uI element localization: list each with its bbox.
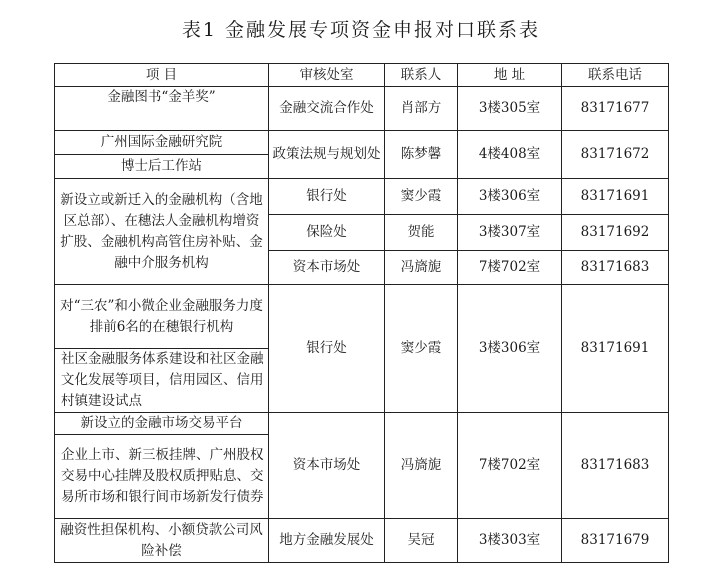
contact-cell: 吴冠 xyxy=(385,519,458,563)
header-address: 地 址 xyxy=(458,64,562,87)
dept-cell: 银行处 xyxy=(269,285,385,413)
phone-cell: 83171677 xyxy=(562,87,669,131)
contact-cell: 冯旖旎 xyxy=(385,251,458,285)
project-cell: 新设立或新迁入的金融机构（含地区总部）、在穗法人金融机构增资扩股、金融机构高管住房补贴、金融中介服务机构 xyxy=(55,179,269,285)
header-project: 项 目 xyxy=(55,64,269,87)
address-cell: 7楼702室 xyxy=(458,413,562,519)
project-cell: 对“三农”和小微企业金融服务力度排前6名的在穗银行机构 xyxy=(55,285,269,349)
phone-cell: 83171691 xyxy=(562,179,669,215)
project-cell: 社区金融服务体系建设和社区金融文化发展等项目，信用园区、信用村镇建设试点 xyxy=(55,349,269,413)
project-cell: 博士后工作站 xyxy=(55,155,269,179)
table-row xyxy=(55,179,669,215)
dept-cell: 银行处 xyxy=(269,179,385,215)
phone-cell: 83171683 xyxy=(562,251,669,285)
contact-cell: 贺能 xyxy=(385,215,458,251)
dept-cell: 金融交流合作处 xyxy=(269,87,385,131)
address-cell: 4楼408室 xyxy=(458,131,562,179)
phone-cell: 83171672 xyxy=(562,131,669,179)
project-cell: 企业上市、新三板挂牌、广州股权交易中心挂牌及股权质押贴息、交易所市场和银行间市场新发行债券 xyxy=(55,435,269,519)
table-row xyxy=(55,519,669,563)
table-row xyxy=(55,131,669,155)
dept-cell: 资本市场处 xyxy=(269,251,385,285)
header-phone: 联系电话 xyxy=(562,64,669,87)
address-cell: 3楼306室 xyxy=(458,285,562,413)
header-dept: 审核处室 xyxy=(269,64,385,87)
project-cell: 金融图书“金羊奖” xyxy=(55,87,269,131)
project-cell: 融资性担保机构、小额贷款公司风险补偿 xyxy=(55,519,269,563)
project-cell: 广州国际金融研究院 xyxy=(55,131,269,155)
project-cell: 新设立的金融市场交易平台 xyxy=(55,413,269,435)
phone-cell: 83171692 xyxy=(562,215,669,251)
address-cell: 3楼306室 xyxy=(458,179,562,215)
contact-cell: 窦少霞 xyxy=(385,179,458,215)
phone-cell: 83171679 xyxy=(562,519,669,563)
header-row xyxy=(55,64,669,87)
address-cell: 3楼303室 xyxy=(458,519,562,563)
contact-cell: 陈梦馨 xyxy=(385,131,458,179)
address-cell: 3楼307室 xyxy=(458,215,562,251)
dept-cell: 保险处 xyxy=(269,215,385,251)
page-title: 表1 金融发展专项资金申报对口联系表 xyxy=(181,19,541,41)
dept-cell: 政策法规与规划处 xyxy=(269,131,385,179)
address-cell: 7楼702室 xyxy=(458,251,562,285)
phone-cell: 83171691 xyxy=(562,285,669,413)
table-row xyxy=(55,413,669,435)
header-contact: 联系人 xyxy=(385,64,458,87)
dept-cell: 资本市场处 xyxy=(269,413,385,519)
address-cell: 3楼305室 xyxy=(458,87,562,131)
contact-table xyxy=(54,63,669,563)
phone-cell: 83171683 xyxy=(562,413,669,519)
contact-cell: 肖部方 xyxy=(385,87,458,131)
table-row xyxy=(55,87,669,131)
contact-cell: 冯旖旎 xyxy=(385,413,458,519)
contact-cell: 窦少霞 xyxy=(385,285,458,413)
table-row xyxy=(55,285,669,349)
dept-cell: 地方金融发展处 xyxy=(269,519,385,563)
